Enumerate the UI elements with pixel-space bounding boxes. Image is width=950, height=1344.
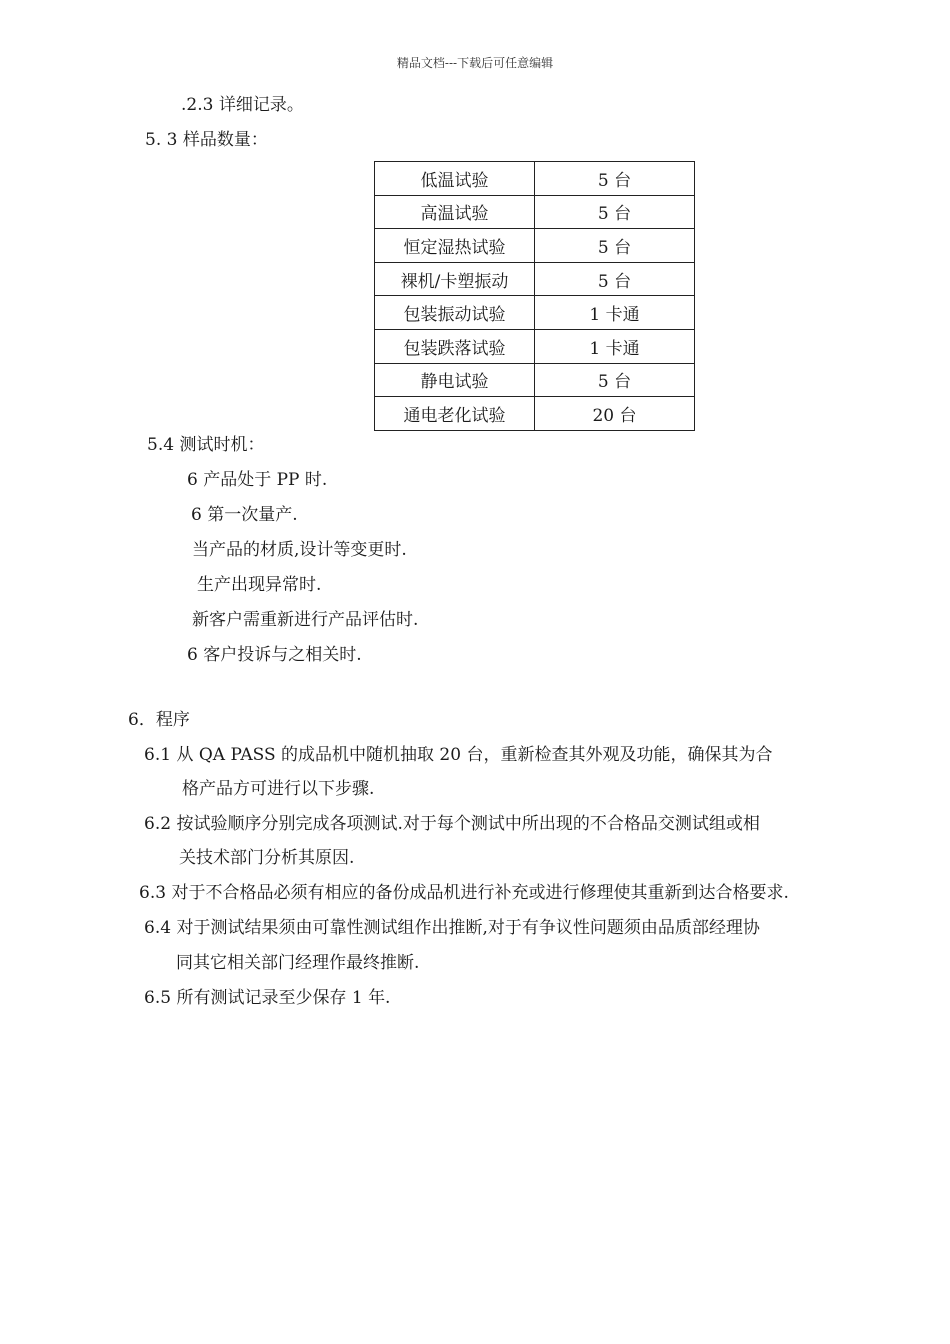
test-name-cell: 低温试验 — [375, 162, 535, 196]
table-row — [375, 363, 695, 397]
para-6-3: 6.3 对于不合格品必须有相应的备份成品机进行补充或进行修理使其重新到达合格要求. — [139, 883, 789, 903]
timing-item-6: 6 客户投诉与之相关时. — [187, 645, 362, 665]
table-row — [375, 262, 695, 296]
section-5-4-heading: 5.4 测试时机： — [147, 435, 265, 455]
test-name-cell: 高温试验 — [375, 195, 535, 229]
sample-qty-cell: 5 台 — [535, 262, 695, 296]
sample-qty-cell: 5 台 — [535, 363, 695, 397]
item-2-3: .2.3 详细记录。 — [181, 95, 304, 115]
table-row — [375, 162, 695, 196]
test-name-cell: 静电试验 — [375, 363, 535, 397]
table-row — [375, 195, 695, 229]
test-name-cell: 通电老化试验 — [375, 397, 535, 431]
test-name-cell: 包装振动试验 — [375, 296, 535, 330]
section-6-heading: 6．程序 — [128, 710, 190, 730]
para-6-2-line-2: 关技术部门分析其原因. — [179, 848, 355, 868]
sample-qty-cell: 5 台 — [535, 229, 695, 263]
sample-qty-cell: 5 台 — [535, 162, 695, 196]
timing-item-2: 6 第一次量产. — [191, 505, 298, 525]
table-row — [375, 296, 695, 330]
page-header: 精品文档---下载后可任意编辑 — [396, 56, 554, 70]
sample-qty-cell: 1 卡通 — [535, 329, 695, 363]
table-row — [375, 397, 695, 431]
timing-item-1: 6 产品处于 PP 时. — [187, 470, 328, 490]
sample-qty-cell: 20 台 — [535, 397, 695, 431]
sample-qty-cell: 5 台 — [535, 195, 695, 229]
para-6-2-line-1: 6.2 按试验顺序分别完成各项测试.对于每个测试中所出现的不合格品交测试组或相 — [144, 814, 760, 834]
para-6-4-line-2: 同其它相关部门经理作最终推断. — [176, 953, 420, 973]
table-row — [375, 329, 695, 363]
sample-qty-cell: 1 卡通 — [535, 296, 695, 330]
test-name-cell: 恒定湿热试验 — [375, 229, 535, 263]
para-6-5: 6.5 所有测试记录至少保存 1 年. — [144, 988, 391, 1008]
timing-item-4: 生产出现异常时. — [197, 575, 322, 595]
timing-item-3: 当产品的材质,设计等变更时. — [192, 540, 407, 560]
test-name-cell: 裸机/卡塑振动 — [375, 262, 535, 296]
para-6-4-line-1: 6.4 对于测试结果须由可靠性测试组作出推断,对于有争议性问题须由品质部经理协 — [144, 918, 760, 938]
section-5-3-heading: 5. 3 样品数量： — [145, 130, 268, 150]
para-6-1-line-2: 格产品方可进行以下步骤. — [182, 779, 375, 799]
table-row — [375, 229, 695, 263]
sample-quantity-table — [374, 161, 695, 431]
test-name-cell: 包装跌落试验 — [375, 329, 535, 363]
para-6-1-line-1: 6.1 从 QA PASS 的成品机中随机抽取 20 台，重新检查其外观及功能，确保其为合 — [144, 745, 773, 765]
timing-item-5: 新客户需重新进行产品评估时. — [192, 610, 419, 630]
